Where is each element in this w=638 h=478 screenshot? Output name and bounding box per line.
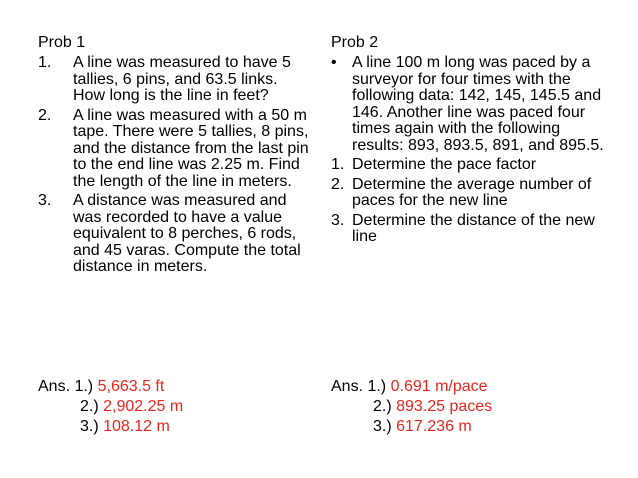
prob2-answer-3: [331, 417, 492, 437]
prob2-answer-2-label: 2.): [373, 398, 392, 415]
prob2-item-1-text: Determine the pace factor: [352, 156, 537, 173]
prob2-answer-1-value: 0.691 m/pace: [390, 378, 488, 395]
prob1-item-1-text: A line was measured to have 5 tallies, 6 pins, and 63.5 links. How long is the line in feet?: [73, 54, 291, 104]
prob2-answer-1-label: Ans. 1.): [331, 378, 387, 395]
prob1-answers: [38, 377, 183, 437]
prob2-intro-bullet: •: [331, 54, 337, 71]
prob2-section: [331, 34, 611, 249]
prob2-item-3-text: Determine the distance of the new line: [352, 211, 595, 245]
prob2-item-2-text: Determine the average number of paces for the new line: [352, 175, 592, 209]
prob2-item-3-marker: 3.: [331, 211, 345, 229]
prob2-answer-2: [331, 397, 492, 417]
prob1-answer-2-label: 2.): [80, 398, 99, 415]
prob1-item-3-text: A distance was measured and was recorded to have a value equivalent to 8 perches, 6 rods, and 45 varas. Compute the total distance in meters.: [73, 192, 301, 275]
prob2-answer-3-value: 617.236 m: [396, 418, 472, 435]
prob1-answer-2-value: 2,902.25 m: [103, 398, 184, 415]
prob2-item-2: [331, 177, 611, 210]
prob1-item-1: [38, 55, 310, 105]
prob1-item-2-marker: 2.: [38, 106, 52, 124]
prob2-list: [331, 55, 611, 246]
prob1-answer-1-label: Ans. 1.): [38, 378, 94, 395]
prob2-answer-3-label: 3.): [373, 418, 392, 435]
prob2-answer-1: [331, 377, 492, 397]
prob1-answer-3-value: 108.12 m: [103, 418, 170, 435]
prob2-answer-2-value: 893.25 paces: [396, 398, 493, 415]
prob1-answer-3-label: 3.): [80, 418, 99, 435]
prob2-intro-text: A line 100 m long was paced by a surveyor for four times with the following data: 142, 145, 145.5 and 146. Another line was paced four times again with the following results: 893, 893.5, 891, and 895.5.: [352, 54, 604, 154]
prob1-item-1-marker: 1.: [38, 54, 52, 71]
prob1-answer-1-value: 5,663.5 ft: [97, 378, 165, 395]
prob2-item-1-marker: 1.: [331, 156, 345, 173]
prob2-answers: [331, 377, 492, 437]
prob1-section: [38, 34, 310, 279]
prob1-answer-1: [38, 377, 183, 397]
prob2-item-2-marker: 2.: [331, 175, 345, 193]
prob1-list: [38, 55, 310, 276]
prob2-heading: Prob 2: [331, 34, 379, 51]
prob1-item-3-marker: 3.: [38, 192, 52, 209]
prob1-answer-3: [38, 417, 183, 437]
prob1-heading: Prob 1: [38, 34, 86, 51]
prob2-item-3: [331, 213, 611, 246]
prob2-intro: [331, 55, 611, 154]
prob1-item-3: [38, 193, 310, 276]
prob1-answer-2: [38, 397, 183, 417]
prob1-item-2-text: A line was measured with a 50 m tape. There were 5 tallies, 8 pins, and the distance from the last pin to the end line was 2.25 m. Find the length of the line in meters.: [73, 106, 309, 190]
prob1-item-2: [38, 108, 310, 191]
prob2-item-1: [331, 157, 611, 174]
